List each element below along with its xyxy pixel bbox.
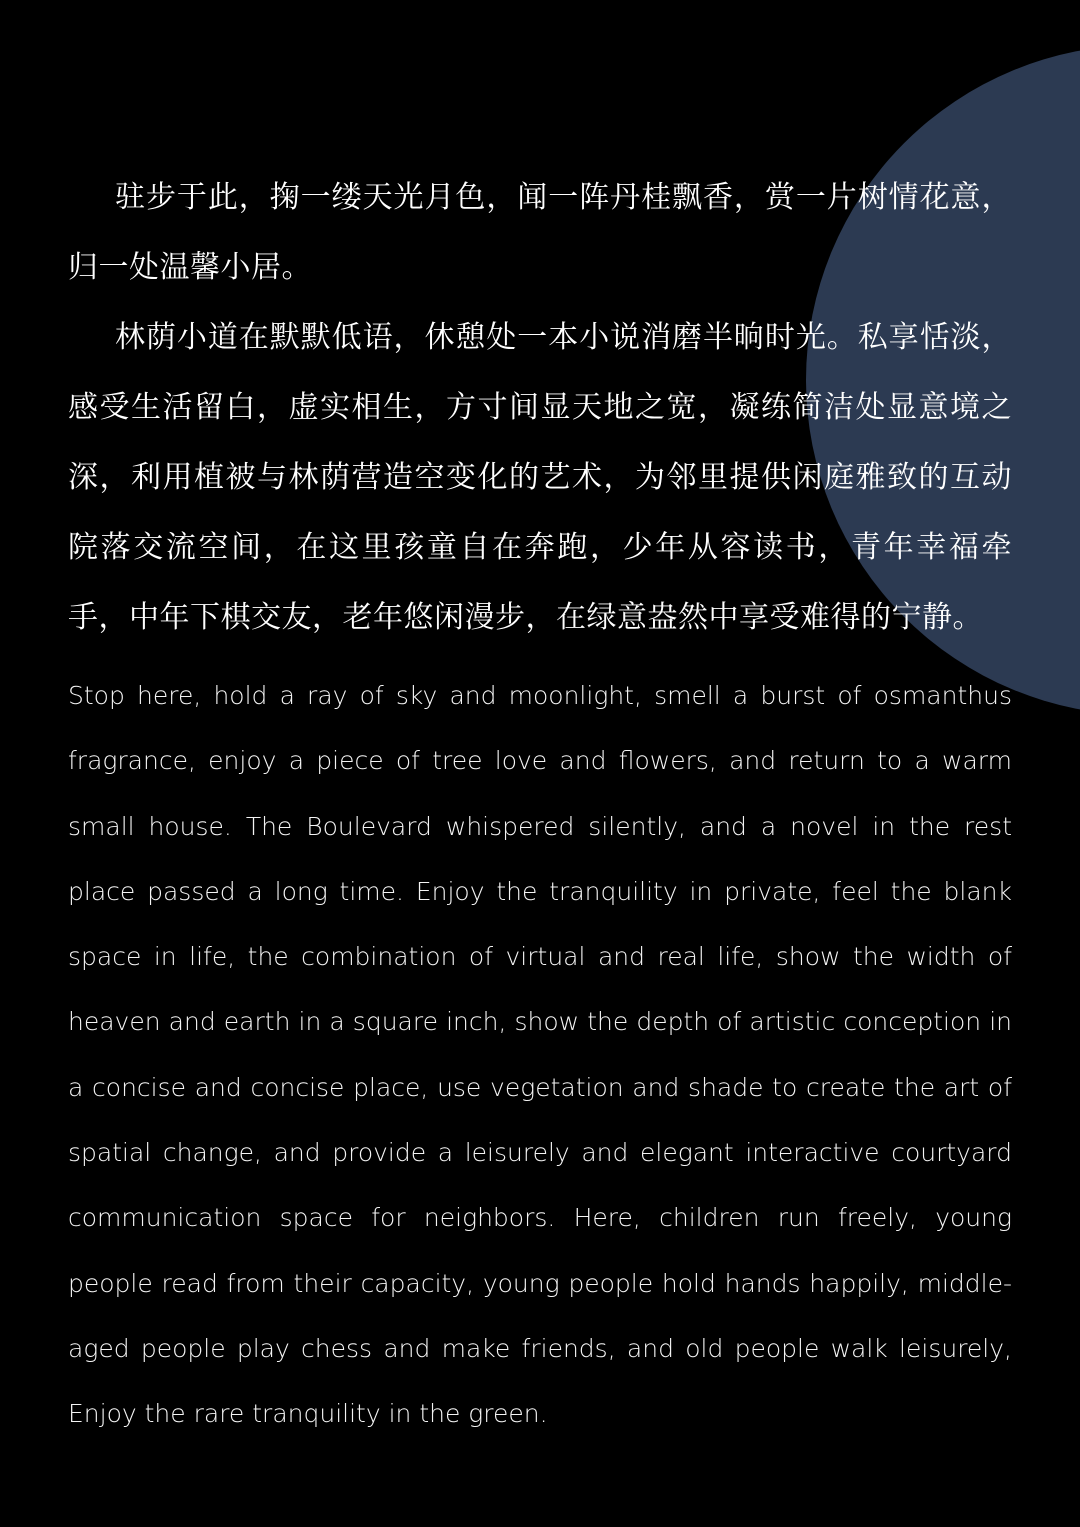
- chinese-paragraph-1: 驻步于此，掬一缕天光月色，闻一阵丹桂飘香，赏一片树情花意，归一处温馨小居。: [68, 180, 1012, 285]
- chinese-paragraph-2: 林荫小道在默默低语，休憩处一本小说消磨半晌时光。私享恬淡，感受生活留白，虚实相生，方寸间显天地之宽，凝练简洁处显意境之深，利用植被与林荫营造空变化的艺术，为邻里提供闲庭雅致的互动院落交流空间，在这里孩童自在奔跑，少年从容读书，青年幸福牵手，中年下棋交友，老年悠闲漫步，在绿意盎然中享受难得的宁静。: [68, 320, 1012, 635]
- text-content: [68, 163, 1012, 1447]
- english-paragraph: Stop here, hold a ray of sky and moonlight, smell a burst of osmanthus fragrance, enjoy a piece of tree love and flowers, and return to a warm small house. The Boulevard whispered silently, and a novel in the rest place passed a long time. Enjoy the tranquility in private, feel the blank space in life, the combination of virtual and real life, show the width of heaven and earth in a square inch, show the depth of artistic conception in a concise and concise place, use vegetation and shade to create the art of spatial change, and provide a leisurely and elegant interactive courtyard communication space for neighbors. Here, children run freely, young people read from their capacity, young people hold hands happily, middle-aged people play chess and make friends, and old people walk leisurely, Enjoy the rare tranquility in the green.: [68, 681, 1012, 1429]
